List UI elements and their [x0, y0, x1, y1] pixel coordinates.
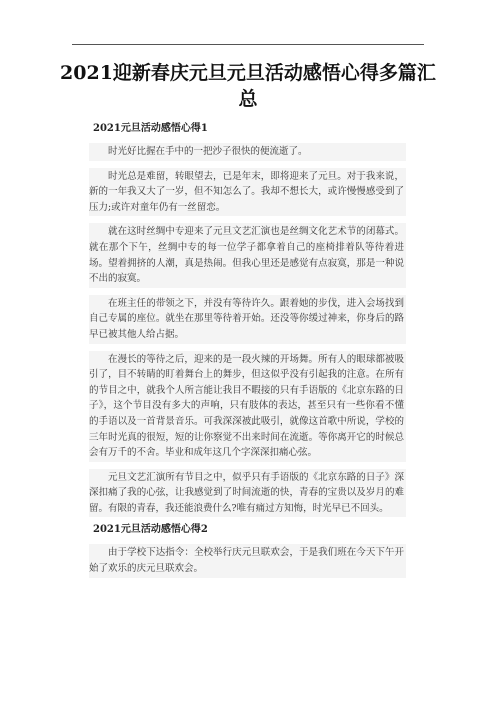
section-heading-1: 2021元旦活动感悟心得1: [93, 123, 208, 134]
paragraph: 在班主任的带领之下，并没有等待许久。跟着她的步伐，进入会场找到自己专属的座位。就坐在那里等待着开始。还没等你缓过神来，你身后的路早已被其他人给占据。: [89, 295, 406, 344]
paragraph: 在漫长的等待之后，迎来的是一段火辣的开场舞。所有人的眼球都被吸引了，目不转睛的盯着舞台上的舞步，但这似乎没有引起我的注意。在所有的节目之中，就我个人所言能让我目不暇接的只有手语版的《北京东路的日子》，这个节目没有多大的声响，只有肢体的表达，甚至只有一些你看不懂的手语以及一首背景音乐。可我深深被此吸引，就像这首歌中所说，学校的三年时光真的很短，短的让你察觉不出来时间在流逝。等你离开它的时候总会有万千的不舍。毕业和成年这几个字深深扣痛心弦。: [89, 351, 406, 462]
paragraph: 元旦文艺汇演所有节目之中，似乎只有手语版的《北京东路的日子》深深扣痛了我的心弦，让我感觉到了时间流逝的快，青春的宝贵以及岁月的难留。有限的青春，我还能浪费什么?唯有痛过方知悔，时光早已不回头。: [89, 469, 406, 518]
header-rule: [72, 44, 424, 45]
document-title: 2021迎新春庆元旦元旦活动感悟心得多篇汇总: [60, 62, 436, 110]
paragraph: 时光总是难留，转眼望去，已是年末，即将迎来了元旦。对于我来说，新的一年我又大了一岁，但不知怎么了。我却不想长大，或许慢慢感受到了压力;或许对童年仍有一丝留恋。: [89, 168, 406, 217]
document-body: [89, 123, 406, 582]
paragraph: 就在这时丝绸中专迎来了元旦文艺汇演也是丝绸文化艺术节的闭幕式。就在那个下午，丝绸中专的每一位学子都拿着自己的座椅排着队等待着进场。望着拥挤的人潮，真是热闹。但我心里还是感觉有点寂寞，那是一种说不出的寂寞。: [89, 223, 406, 287]
section-heading-2: 2021元旦活动感悟心得2: [93, 524, 208, 536]
paragraph: 时光好比握在手中的一把沙子很快的便流逝了。: [89, 143, 406, 161]
paragraph: 由于学校下达指令：全校举行庆元旦联欢会，于是我们班在今天下午开始了欢乐的庆元旦联欢会。: [89, 544, 406, 577]
